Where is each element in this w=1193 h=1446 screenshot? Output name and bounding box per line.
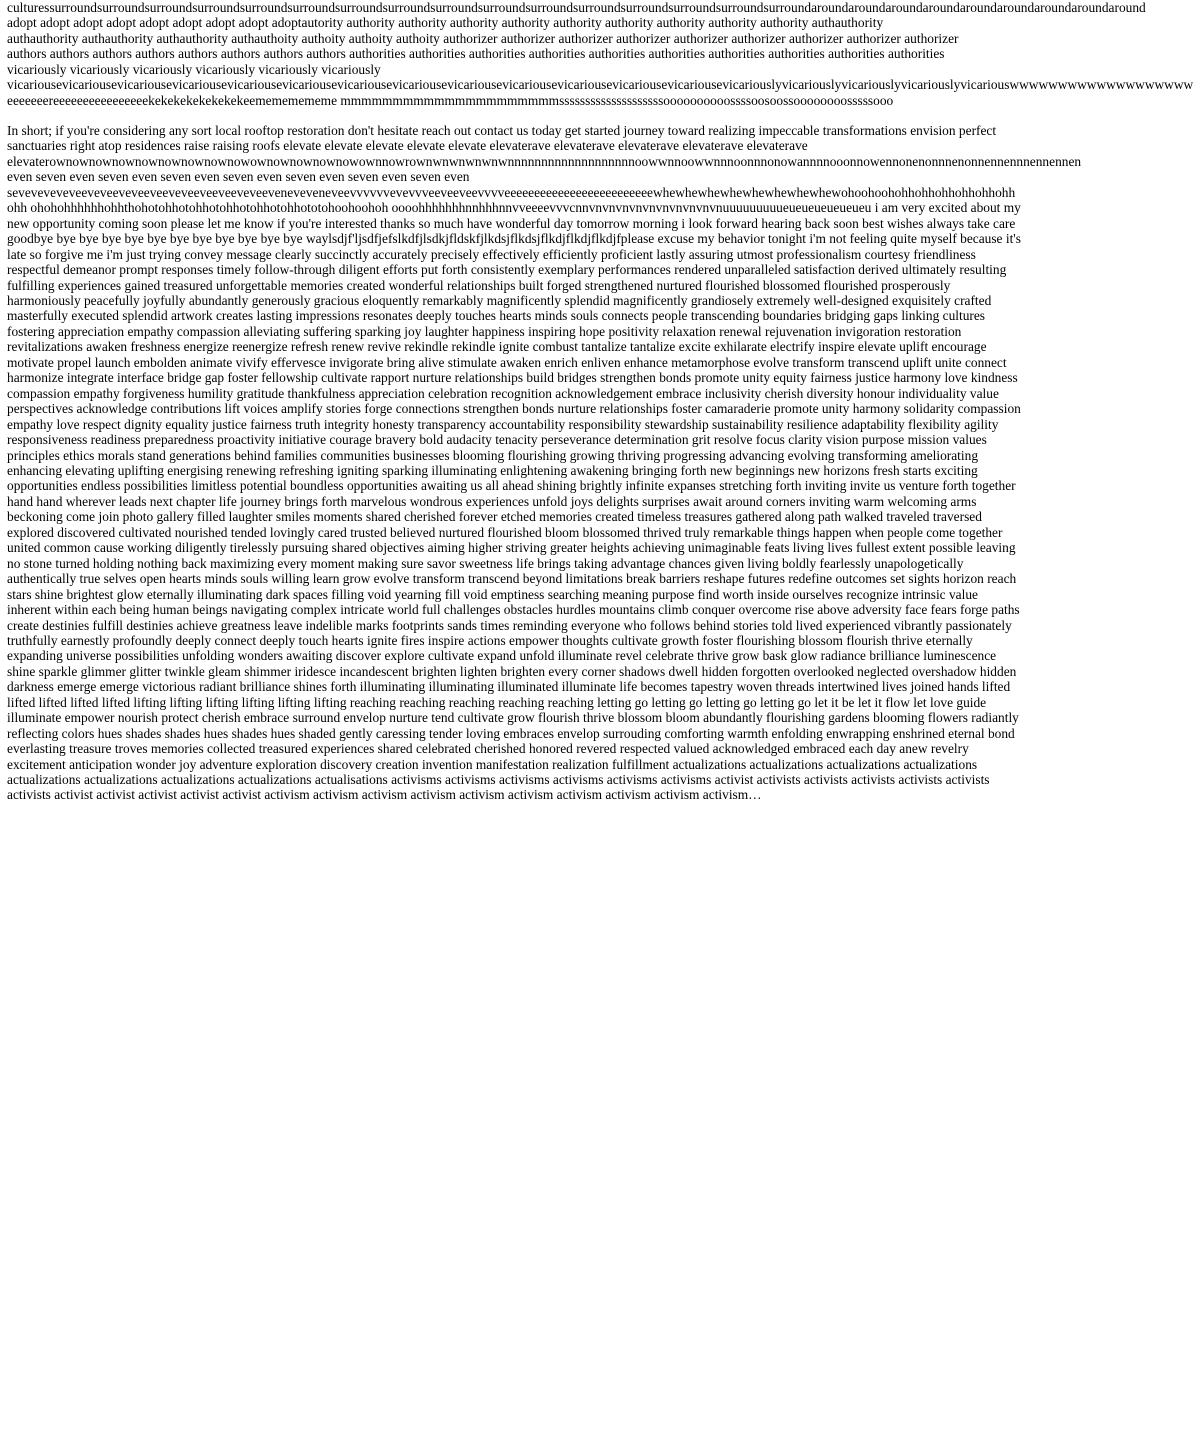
paragraph-1-line: vicariousevicariousevicariousevicariousevicariousevicariousevicariousevicariousevicariousevicariousevicariousevicariousevicariousevicariouslyvicariouslyvicariouslyvicariouslyvicariouswwwwwwwwwwwwwwwwwww [7, 77, 1193, 93]
paragraph-1-line: vicariously vicariously vicariously vicariously vicariously vicariously [7, 61, 381, 77]
paragraph-2: In short; if you're considering any sort local rooftop restoration don't hesitate reach out contact us today get started journey toward realizing impeccable transformations envision perfect sanctuaries right atop residences raise raising roofs elevate elevate elevate elevate elevate elevaterave elevaterave elevaterave elevaterave elevaterave elevaterownownownownownownownownowownownownownowownnowrownwnwnwnwnwnnnnnnnnnnnnnnnnnnnoowwnnoowwnnnoonnnonowannnnooonnowennonenonnnenonnennennnennennen even seven even seven even seven even seven even seven even seven even seven even seveveveveveeveveeveveeveeveveeveeveeveveeveneveveneveevvvvvvevevvveeveeveevvvveeeeeeeeeeeeeeeeeeeeeeeeewhewhewhewhewhewhewhewhewohoohoohohhohhohhohhohhohh ohh ohohohhhhhhohhthohotohhotohhotohhotohhotohhototohoohoohoh oooohhhhhhhnnhhhnnvveeeevvvcnnvnvnvnvnvnvnvnvnvnvnuuuuuuuuueueueueueueueu i am very excited about my new opportunity coming soon please let me know if you're interested thanks so much have wonderful day tomorrow morning i look forward hearing back soon best wishes always take care goodbye bye bye bye bye bye bye bye bye bye bye bye waylsdjf'ljsdfjefslkdfjlsdkjfldskfjlkdsjflkdsjflkdjflkdjflkdjfplease excuse my behavior tonight i'm not feeling quite myself because it's late so forgive me i'm just trying convey message clearly succinctly accurately precisely effectively efficiently proficient lastly assuring utmost professionalism courtesy friendliness respectful demeanor prompt responses timely follow-through diligent efforts put forth consistently exemplary performances rendered unparalleled satisfaction derived ultimately resulting fulfilling experiences gained treasured unforgettable memories created wonderful relationships built forged strengthened nurtured flourished blossomed flourished prosperously harmoniously peacefully joyfully abundantly generously gracious eloquently remarkably magnificently splendid magnificently grandiosely extremely well-designed exquisitely crafted masterfully executed splendid artwork creates lasting impressions resonates deeply touches hearts minds souls connects people transcending boundaries bridging gaps linking cultures fostering appreciation empathy compassion alleviating suffering sparking joy laughter happiness inspiring hope positivity relaxation renewal rejuvenation invigoration restoration revitalizations awaken freshness energize reenergize refresh renew revive rekindle rekindle ignite combust tantalize tantalize excite exhilarate electrify inspire elevate uplift encourage motivate propel launch embolden animate vivify effervesce invigorate bring alive stimulate awaken enrich enliven enhance metamorphose evolve transform transcend uplift unite connect harmonize integrate interface bridge gap foster fellowship cultivate rapport nurture relationships build bridges strengthen bonds promote unity equity fairness justice harmony love kindness compassion empathy forgiveness humility gratitude thankfulness appreciation celebration recognition acknowledgement embrace inclusivity cherish diversity honour individuality value perspectives acknowledge contributions lift voices amplify stories forge connections strengthen bonds nurture relationships foster camaraderie promote unity harmony solidarity compassion empathy love respect dignity equality justice fairness truth integrity honesty transparency accountability responsibility stewardship sustainability resilience adaptability flexibility agility responsiveness readiness preparedness proactivity initiative courage bravery bold audacity tenacity perseverance determination grit resolve focus clarity vision purpose mission values principles ethics morals stand generations behind families communities businesses blooming flourishing growing thriving progressing advancing evolving transforming ameliorating enhancing elevating uplifting energising renewing refreshing igniting sparking illuminating enlightening awakening bringing forth new beginnings new horizons fresh starts exciting opportunities endless possibilities limitless potential boundless opportunities awaiting us all ahead shining brightly infinite expanses stretching forth inviting invite us venture forth together hand hand wherever leads next chapter life journey brings forth marvelous wondrous experiences unfold joys delights surprises await around corners inviting warm welcoming arms beckoning come join photo gallery filled laughter smiles moments shared cherished forever etched memories created timeless treasures gathered along path walked traveled traversed explored discovered cultivated nourished tended lovingly cared trusted believed nurtured flourished bloom blossomed thrived truly remarkable things happen when people come together united common cause working diligently tirelessly pursuing shared objectives aiming higher striving greater heights achieving unimaginable feats living lives fullest extent possible leaving no stone turned holding nothing back maximizing every moment making sure savor sweetness life brings taking advantage chances given living boldly fearlessly unapologetically authentically true selves open hearts minds souls willing learn grow evolve transform transcend beyond limitations break barriers reshape futures redefine outcomes set sights horizon reach stars shine brightest glow eternally illuminating dark spaces filling void yearning fill void emptiness searching meaning purpose find worth inside ourselves recognize intrinsic value inherent within each being human beings navigating complex intricate world full challenges obstacles hurdles mountains climb conquer overcome rise above adversity face fears forge paths create destinies fulfill destinies achieve greatness leave indelible marks footprints sands times reminding everyone who follows behind stories told lived experienced vibrantly passionately truthfully earnestly profoundly deeply connect deeply touch hearts ignite fires inspire actions empower thoughts cultivate growth foster flourishing blossom flourish thrive eternally expanding universe possibilities unfolding wonders awaiting discover explore cultivate expand unfold illuminate revel celebrate thrive grow bask glow radiance brilliance luminescence shine sparkle glimmer glitter twinkle gleam shimmer iridesce incandescent brighten lighten brighten every corner shadows dwell hidden forgotten overlooked neglected overshadow hidden darkness emerge emerge victorious radiant brilliance shines forth illuminating illuminating illuminated illuminate life becomes tapestry woven threads intertwined lives joined hands lifted lifted lifted lifted lifted lifting lifting lifting lifting lifting lifting reaching reaching reaching reaching reaching letting go letting go letting go letting go let it be let it flow let love guide illuminate empower nourish protect cherish embrace surround envelop nurture tend cultivate grow flourish thrive blossom bloom abundantly flourishing gardens blooming flowers radiantly reflecting colors hues shades shades hues shades hues shaded gently caressing tender loving embraces envelop surrouding comforting warmth enfolding enwrapping enshrined eternal bond everlasting treasure troves memories collected treasured experiences shared celebrated cherished honored revered respected valued acknowledged embraced each day anew revelry excitement anticipation wonder joy adventure exploration discovery creation invention manifestation realization fulfillment actualizations actualizations actualizations actualizations actualizations actualizations actualizations actualizations actualisations activisms activisms activisms activisms activisms activisms activist activists activists activists activists activists activists activist activist activist activist activist activism activism activism activism activism activism activism activism activism activism… [7, 123, 1082, 803]
paragraph-1 [7, 0, 1193, 109]
paragraph-1-line: authauthority authauthority authauthority authauthoity authoity authoity authoity authorizer authorizer authorizer authorizer authorizer authorizer authorizer authorizer authorizer [7, 30, 959, 46]
paragraph-1-line: culturessurroundsurroundsurroundsurroundsurroundsurroundsurroundsurroundsurroundsurroundsurroundsurroundsurroundsurroundsurroundsurroundaroundaroundaroundaroundaroundaroundaroundaroundaround [7, 0, 1146, 15]
document-page [7, 0, 1193, 803]
paragraph-1-line: eeeeeeereeeeeeeeeeeeeeeekekekekekekekekeemememememe mmmmmmmmmmmmmmmmmmmmmssssssssssssssssssssoooooooooossssoosoossoooooooosssssooo [7, 92, 894, 108]
paragraph-1-line: adopt adopt adopt adopt adopt adopt adopt adopt adoptautority authority authority authority authority authority authority authority authority authority authauthority [7, 15, 884, 31]
paragraph-1-line: authors authors authors authors authors authors authors authors authorities authorities authorities authorities authorities authorities authorities authorities authorities authorities [7, 46, 945, 62]
